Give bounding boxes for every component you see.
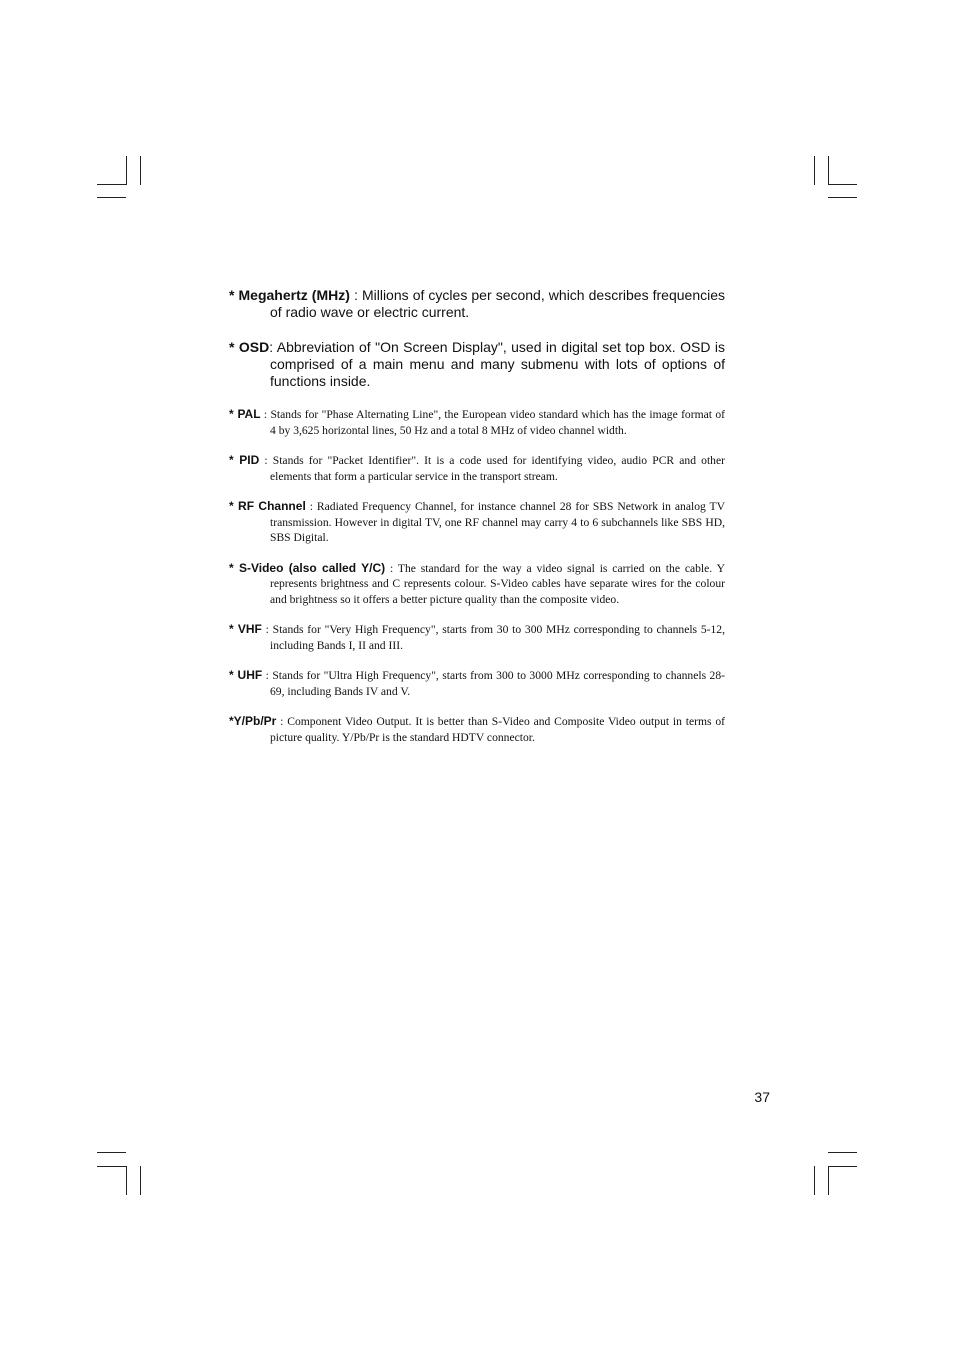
glossary-separator: : bbox=[260, 408, 271, 421]
glossary-entry-uhf bbox=[229, 668, 725, 699]
crop-mark-top-left-h bbox=[97, 184, 126, 185]
glossary-separator: : bbox=[385, 561, 398, 575]
glossary-entry-osd bbox=[229, 339, 725, 390]
glossary-definition: Stands for "Ultra High Frequency", starts from 300 to 3000 MHz corresponding to channels 28-69, including Bands IV and V. bbox=[270, 669, 725, 698]
glossary-entry-ypbpr bbox=[229, 714, 725, 745]
glossary-definition: Radiated Frequency Channel, for instance channel 28 for SBS Network in analog TV transmission. However in digital TV, one RF channel may carry 4 to 6 subchannels like SBS HD, SBS Digital. bbox=[270, 500, 725, 544]
glossary-term: *Y/Pb/Pr bbox=[229, 714, 277, 728]
crop-mark-bottom-right-h2 bbox=[828, 1166, 857, 1167]
glossary-definition: Component Video Output. It is better than S-Video and Composite Video output in terms of picture quality. Y/Pb/Pr is the standard HDTV connector. bbox=[270, 715, 725, 744]
glossary-entry-vhf bbox=[229, 622, 725, 653]
glossary-definition: Abbreviation of "On Screen Display", used in digital set top box. OSD is comprised of a main menu and many submenu with lots of options of functions inside. bbox=[270, 339, 725, 389]
glossary-separator: : bbox=[349, 287, 362, 303]
crop-mark-top-left-h2 bbox=[97, 197, 126, 198]
crop-mark-top-left-v bbox=[126, 156, 127, 185]
glossary-term: * S-Video (also called Y/C) bbox=[229, 560, 386, 575]
glossary-definition: Stands for "Packet Identifier". It is a code used for identifying video, audio PCR and other elements that form a particular service in the transport stream. bbox=[270, 454, 725, 483]
glossary-entry-s-video bbox=[229, 561, 725, 608]
glossary-term: * RF Channel bbox=[229, 499, 306, 513]
glossary-term: * OSD bbox=[229, 339, 270, 355]
glossary-term: * VHF bbox=[229, 622, 262, 636]
glossary-term: * Megahertz (MHz) bbox=[229, 287, 350, 303]
crop-mark-top-right-h bbox=[828, 184, 857, 185]
crop-mark-bottom-left-h bbox=[97, 1152, 126, 1153]
glossary-term: * PID bbox=[229, 453, 260, 467]
crop-mark-bottom-right-v bbox=[814, 1166, 815, 1195]
glossary-definition: Stands for "Phase Alternating Line", the European video standard which has the image format of 4 by 3,625 horizontal lines, 50 Hz and a total 8 MHz of video channel width. bbox=[270, 408, 725, 437]
crop-mark-bottom-left-v bbox=[126, 1166, 127, 1195]
glossary-separator: : bbox=[269, 339, 277, 355]
glossary-separator: : bbox=[262, 669, 273, 682]
glossary-separator: : bbox=[259, 454, 273, 467]
glossary-separator: : bbox=[261, 623, 273, 636]
glossary-entry-pid bbox=[229, 453, 725, 484]
crop-mark-top-right-h2 bbox=[828, 197, 857, 198]
glossary-definition: Millions of cycles per second, which describes frequencies of radio wave or electric current. bbox=[270, 287, 726, 320]
crop-mark-bottom-right-h bbox=[828, 1152, 857, 1153]
glossary-entry-megahertz bbox=[229, 287, 725, 321]
glossary-term: * UHF bbox=[229, 668, 263, 682]
crop-mark-top-left-v2 bbox=[140, 156, 141, 185]
glossary-entry-rf-channel bbox=[229, 499, 725, 546]
glossary-separator: : bbox=[276, 715, 288, 728]
glossary-definition: Stands for "Very High Frequency", starts from 30 to 300 MHz corresponding to channels 5-12, including Bands I, II and III. bbox=[270, 623, 725, 652]
crop-mark-bottom-right-v2 bbox=[828, 1166, 829, 1195]
crop-mark-top-right-v bbox=[814, 156, 815, 185]
glossary-definition: The standard for the way a video signal is carried on the cable. Y represents brightness and C represents colour. S-Video cables have separate wires for the colour and brightness so it offers a better picture quality than the composite video. bbox=[270, 561, 725, 606]
glossary-term: * PAL bbox=[229, 407, 261, 421]
crop-mark-bottom-left-h2 bbox=[97, 1166, 126, 1167]
crop-mark-bottom-left-v2 bbox=[140, 1166, 141, 1195]
glossary-list bbox=[229, 287, 725, 745]
crop-mark-top-right-v2 bbox=[828, 156, 829, 185]
glossary-separator: : bbox=[305, 500, 317, 513]
page-number: 37 bbox=[754, 1089, 770, 1105]
glossary-entry-pal bbox=[229, 407, 725, 438]
